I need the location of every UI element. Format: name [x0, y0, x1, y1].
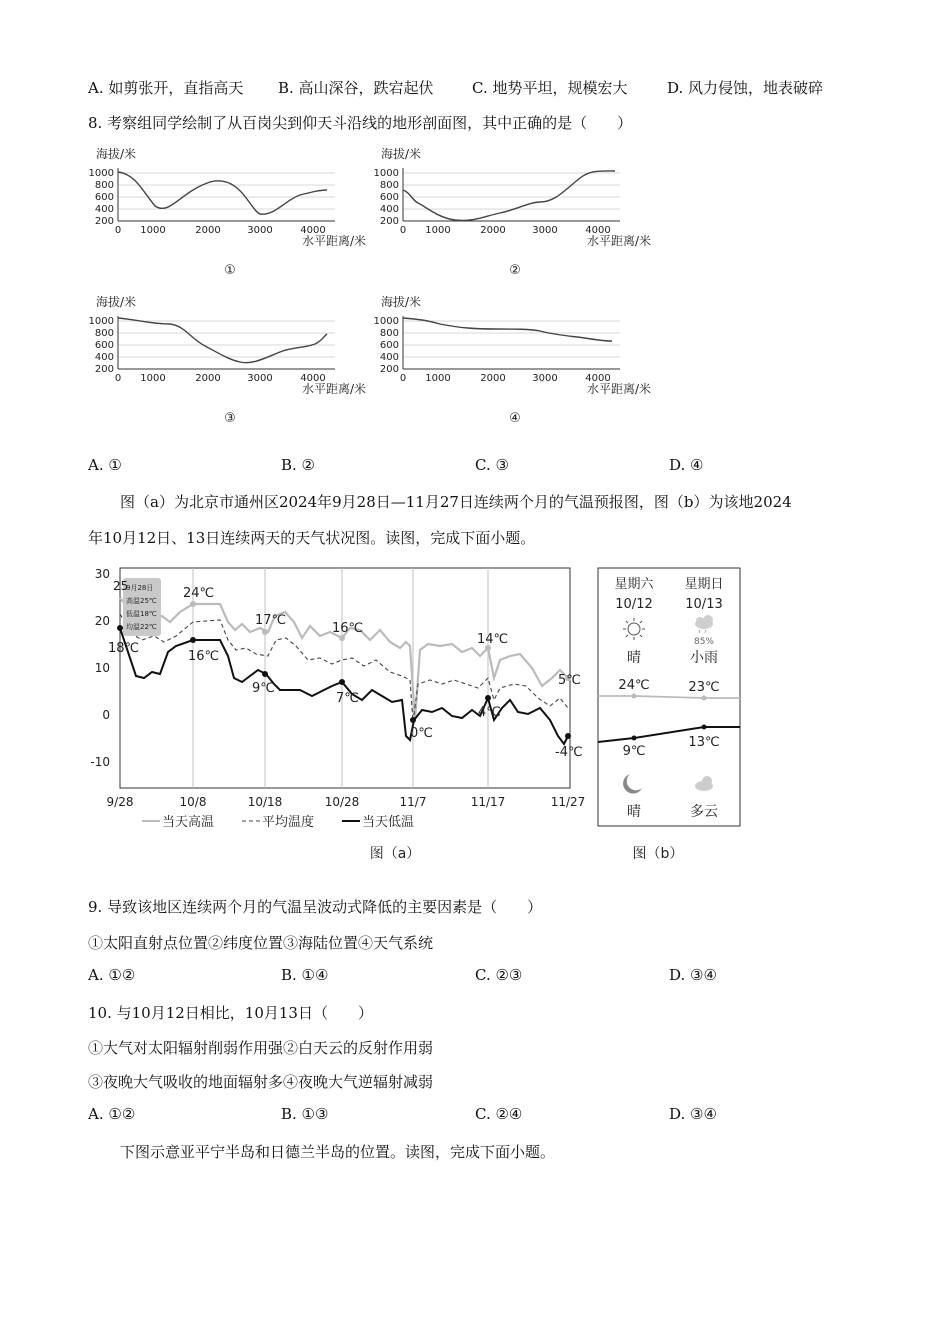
xtick: 10/18: [247, 795, 283, 809]
low-label: -4℃: [555, 745, 583, 760]
svg-text:9月28日: 9月28日: [126, 584, 154, 592]
svg-text:水平距离/米: 水平距离/米: [302, 382, 367, 396]
svg-text:1000: 1000: [425, 373, 451, 384]
chart-frame: [120, 568, 570, 788]
svg-text:400: 400: [94, 352, 114, 363]
svg-text:1000: 1000: [88, 168, 114, 179]
svg-text:3000: 3000: [247, 373, 273, 384]
weather-panel: [596, 566, 746, 860]
q8-option-c: C. ③: [475, 456, 509, 474]
low-temp: 9℃: [622, 744, 646, 759]
low-label: 7℃: [336, 691, 359, 706]
day-weather: 晴: [627, 650, 641, 666]
ytick: 20: [94, 614, 110, 628]
q9-items: ①太阳直射点位置②纬度位置③海陆位置④天气系统: [88, 934, 434, 952]
svg-text:0: 0: [114, 373, 122, 384]
svg-text:400: 400: [379, 352, 399, 363]
svg-text:1000: 1000: [88, 316, 114, 327]
profile-3: [89, 294, 367, 426]
ytick: 0: [102, 708, 110, 722]
svg-text:3000: 3000: [532, 225, 558, 236]
q9-option-a: A. ①②: [88, 966, 136, 984]
low-label: 16℃: [188, 649, 220, 664]
low-label: 4℃: [478, 705, 501, 720]
low-label: 18℃: [108, 641, 140, 656]
svg-text:800: 800: [94, 180, 114, 191]
svg-text:均温22℃: 均温22℃: [126, 623, 157, 631]
svg-text:200: 200: [379, 216, 399, 227]
xtick: 11/27: [550, 795, 586, 809]
svg-text:1000: 1000: [140, 225, 166, 236]
svg-text:1000: 1000: [373, 316, 399, 327]
svg-text:1000: 1000: [425, 225, 451, 236]
high-label: 16℃: [332, 621, 364, 636]
caption-b: 图（b）: [632, 846, 684, 860]
svg-text:平均温度: 平均温度: [262, 815, 315, 830]
ytick: 30: [94, 567, 110, 581]
low-label: 9℃: [252, 681, 275, 696]
svg-text:0: 0: [114, 225, 122, 236]
q8-option-b: B. ②: [281, 456, 316, 474]
day-label: 星期日: [684, 577, 724, 592]
profile-1: [89, 146, 367, 278]
svg-text:4000: 4000: [585, 373, 611, 384]
svg-text:低温18℃: 低温18℃: [126, 610, 157, 618]
q10-option-b: B. ①③: [281, 1105, 329, 1123]
svg-text:0: 0: [399, 373, 407, 384]
q9-option-d: D. ③④: [669, 966, 717, 984]
q7-option-d: D. 风力侵蚀，地表破碎: [667, 79, 824, 97]
svg-text:2000: 2000: [195, 373, 221, 384]
svg-text:400: 400: [94, 204, 114, 215]
q10-items-1: ①大气对太阳辐射削弱作用强②白天云的反射作用弱: [88, 1039, 434, 1057]
q10-option-c: C. ②④: [475, 1105, 523, 1123]
high-temp: 23℃: [688, 680, 720, 695]
q9-option-b: B. ①④: [281, 966, 329, 984]
tooltip-peek: 25: [113, 579, 129, 593]
svg-text:2000: 2000: [195, 225, 221, 236]
svg-text:3000: 3000: [532, 373, 558, 384]
high-label: 14℃: [477, 632, 509, 647]
xtick: 9/28: [106, 795, 134, 809]
svg-text:1000: 1000: [373, 168, 399, 179]
svg-text:600: 600: [379, 340, 399, 351]
q7-option-a: A. 如剪张开，直指高天: [88, 79, 244, 97]
high-markers: [190, 601, 571, 681]
date-label: 10/13: [685, 597, 723, 612]
caption-a: 图（a）: [369, 846, 421, 860]
svg-text:400: 400: [379, 204, 399, 215]
profile-ylabel: 海拔/米: [96, 147, 137, 161]
q8-option-d: D. ④: [669, 456, 704, 474]
svg-text:200: 200: [94, 364, 114, 375]
high-label: 17℃: [255, 613, 287, 628]
day-weather: 小雨: [690, 650, 718, 666]
svg-text:800: 800: [94, 328, 114, 339]
q10-stem: 10. 与10月12日相比，10月13日（ ）: [88, 1004, 373, 1022]
q7-option-c: C. 地势平坦，规模宏大: [472, 79, 628, 97]
svg-text:4000: 4000: [300, 373, 326, 384]
svg-text:海拔/米: 海拔/米: [381, 295, 422, 309]
svg-text:水平距离/米: 水平距离/米: [587, 234, 652, 248]
svg-text:800: 800: [379, 180, 399, 191]
q7-option-b: B. 高山深谷，跌宕起伏: [278, 79, 434, 97]
temperature-chart: [80, 560, 590, 860]
svg-text:0: 0: [399, 225, 407, 236]
svg-text:海拔/米: 海拔/米: [381, 147, 422, 161]
svg-text:水平距离/米: 水平距离/米: [302, 234, 367, 248]
svg-text:水平距离/米: 水平距离/米: [587, 382, 652, 396]
q9-option-c: C. ②③: [475, 966, 523, 984]
ytick: 10: [94, 661, 110, 675]
xtick: 10/28: [324, 795, 360, 809]
ytick: -10: [90, 755, 110, 769]
night-weather: 晴: [627, 804, 641, 820]
low-temp: 13℃: [688, 735, 720, 750]
high-label: 24℃: [183, 586, 215, 601]
svg-text:当天低温: 当天低温: [362, 815, 415, 830]
q10-option-d: D. ③④: [669, 1105, 717, 1123]
q10-items-2: ③夜晚大气吸收的地面辐射多④夜晚大气逆辐射减弱: [88, 1073, 434, 1091]
svg-text:3000: 3000: [247, 225, 273, 236]
svg-text:1000: 1000: [140, 373, 166, 384]
legend: [142, 814, 414, 830]
intro-line-2: 年10月12日、13日连续两天的天气状况图。读图，完成下面小题。: [88, 529, 536, 547]
svg-text:800: 800: [379, 328, 399, 339]
intro-line-1: 图（a）为北京市通州区2024年9月28日—11月27日连续两个月的气温预报图，图（b）为该地2024: [120, 493, 792, 511]
q10-option-a: A. ①②: [88, 1105, 136, 1123]
svg-text:600: 600: [379, 192, 399, 203]
profile-2: [374, 146, 652, 278]
svg-text:600: 600: [94, 192, 114, 203]
svg-text:4000: 4000: [300, 225, 326, 236]
svg-text:2000: 2000: [480, 373, 506, 384]
q8-stem: 8. 考察组同学绘制了从百岗尖到仰天斗沿线的地形剖面图，其中正确的是（ ）: [88, 114, 633, 132]
svg-text:①: ①: [224, 263, 236, 278]
svg-text:当天高温: 当天高温: [162, 815, 215, 830]
intro-next: 下图示意亚平宁半岛和日德兰半岛的位置。读图，完成下面小题。: [120, 1143, 556, 1161]
svg-text:③: ③: [224, 411, 236, 426]
night-weather: 多云: [690, 804, 718, 820]
high-temp: 24℃: [618, 678, 650, 693]
svg-text:200: 200: [94, 216, 114, 227]
svg-text:高温25℃: 高温25℃: [126, 597, 157, 605]
q8-option-a: A. ①: [88, 456, 122, 474]
svg-text:2000: 2000: [480, 225, 506, 236]
low-label: 0℃: [410, 726, 433, 741]
svg-text:600: 600: [94, 340, 114, 351]
high-label: 5℃: [558, 673, 581, 688]
xtick: 11/7: [399, 795, 427, 809]
xtick: 10/8: [179, 795, 207, 809]
profile-4: [374, 294, 652, 426]
svg-text:④: ④: [509, 411, 521, 426]
svg-text:4000: 4000: [585, 225, 611, 236]
q9-stem: 9. 导致该地区连续两个月的气温呈波动式降低的主要因素是（ ）: [88, 898, 543, 916]
xtick: 11/17: [470, 795, 506, 809]
day-label: 星期六: [614, 577, 654, 592]
svg-text:200: 200: [379, 364, 399, 375]
svg-text:②: ②: [509, 263, 521, 278]
terrain-profiles: [80, 140, 680, 430]
date-label: 10/12: [615, 597, 653, 612]
svg-text:海拔/米: 海拔/米: [96, 295, 137, 309]
rain-percent: 85%: [693, 637, 715, 647]
